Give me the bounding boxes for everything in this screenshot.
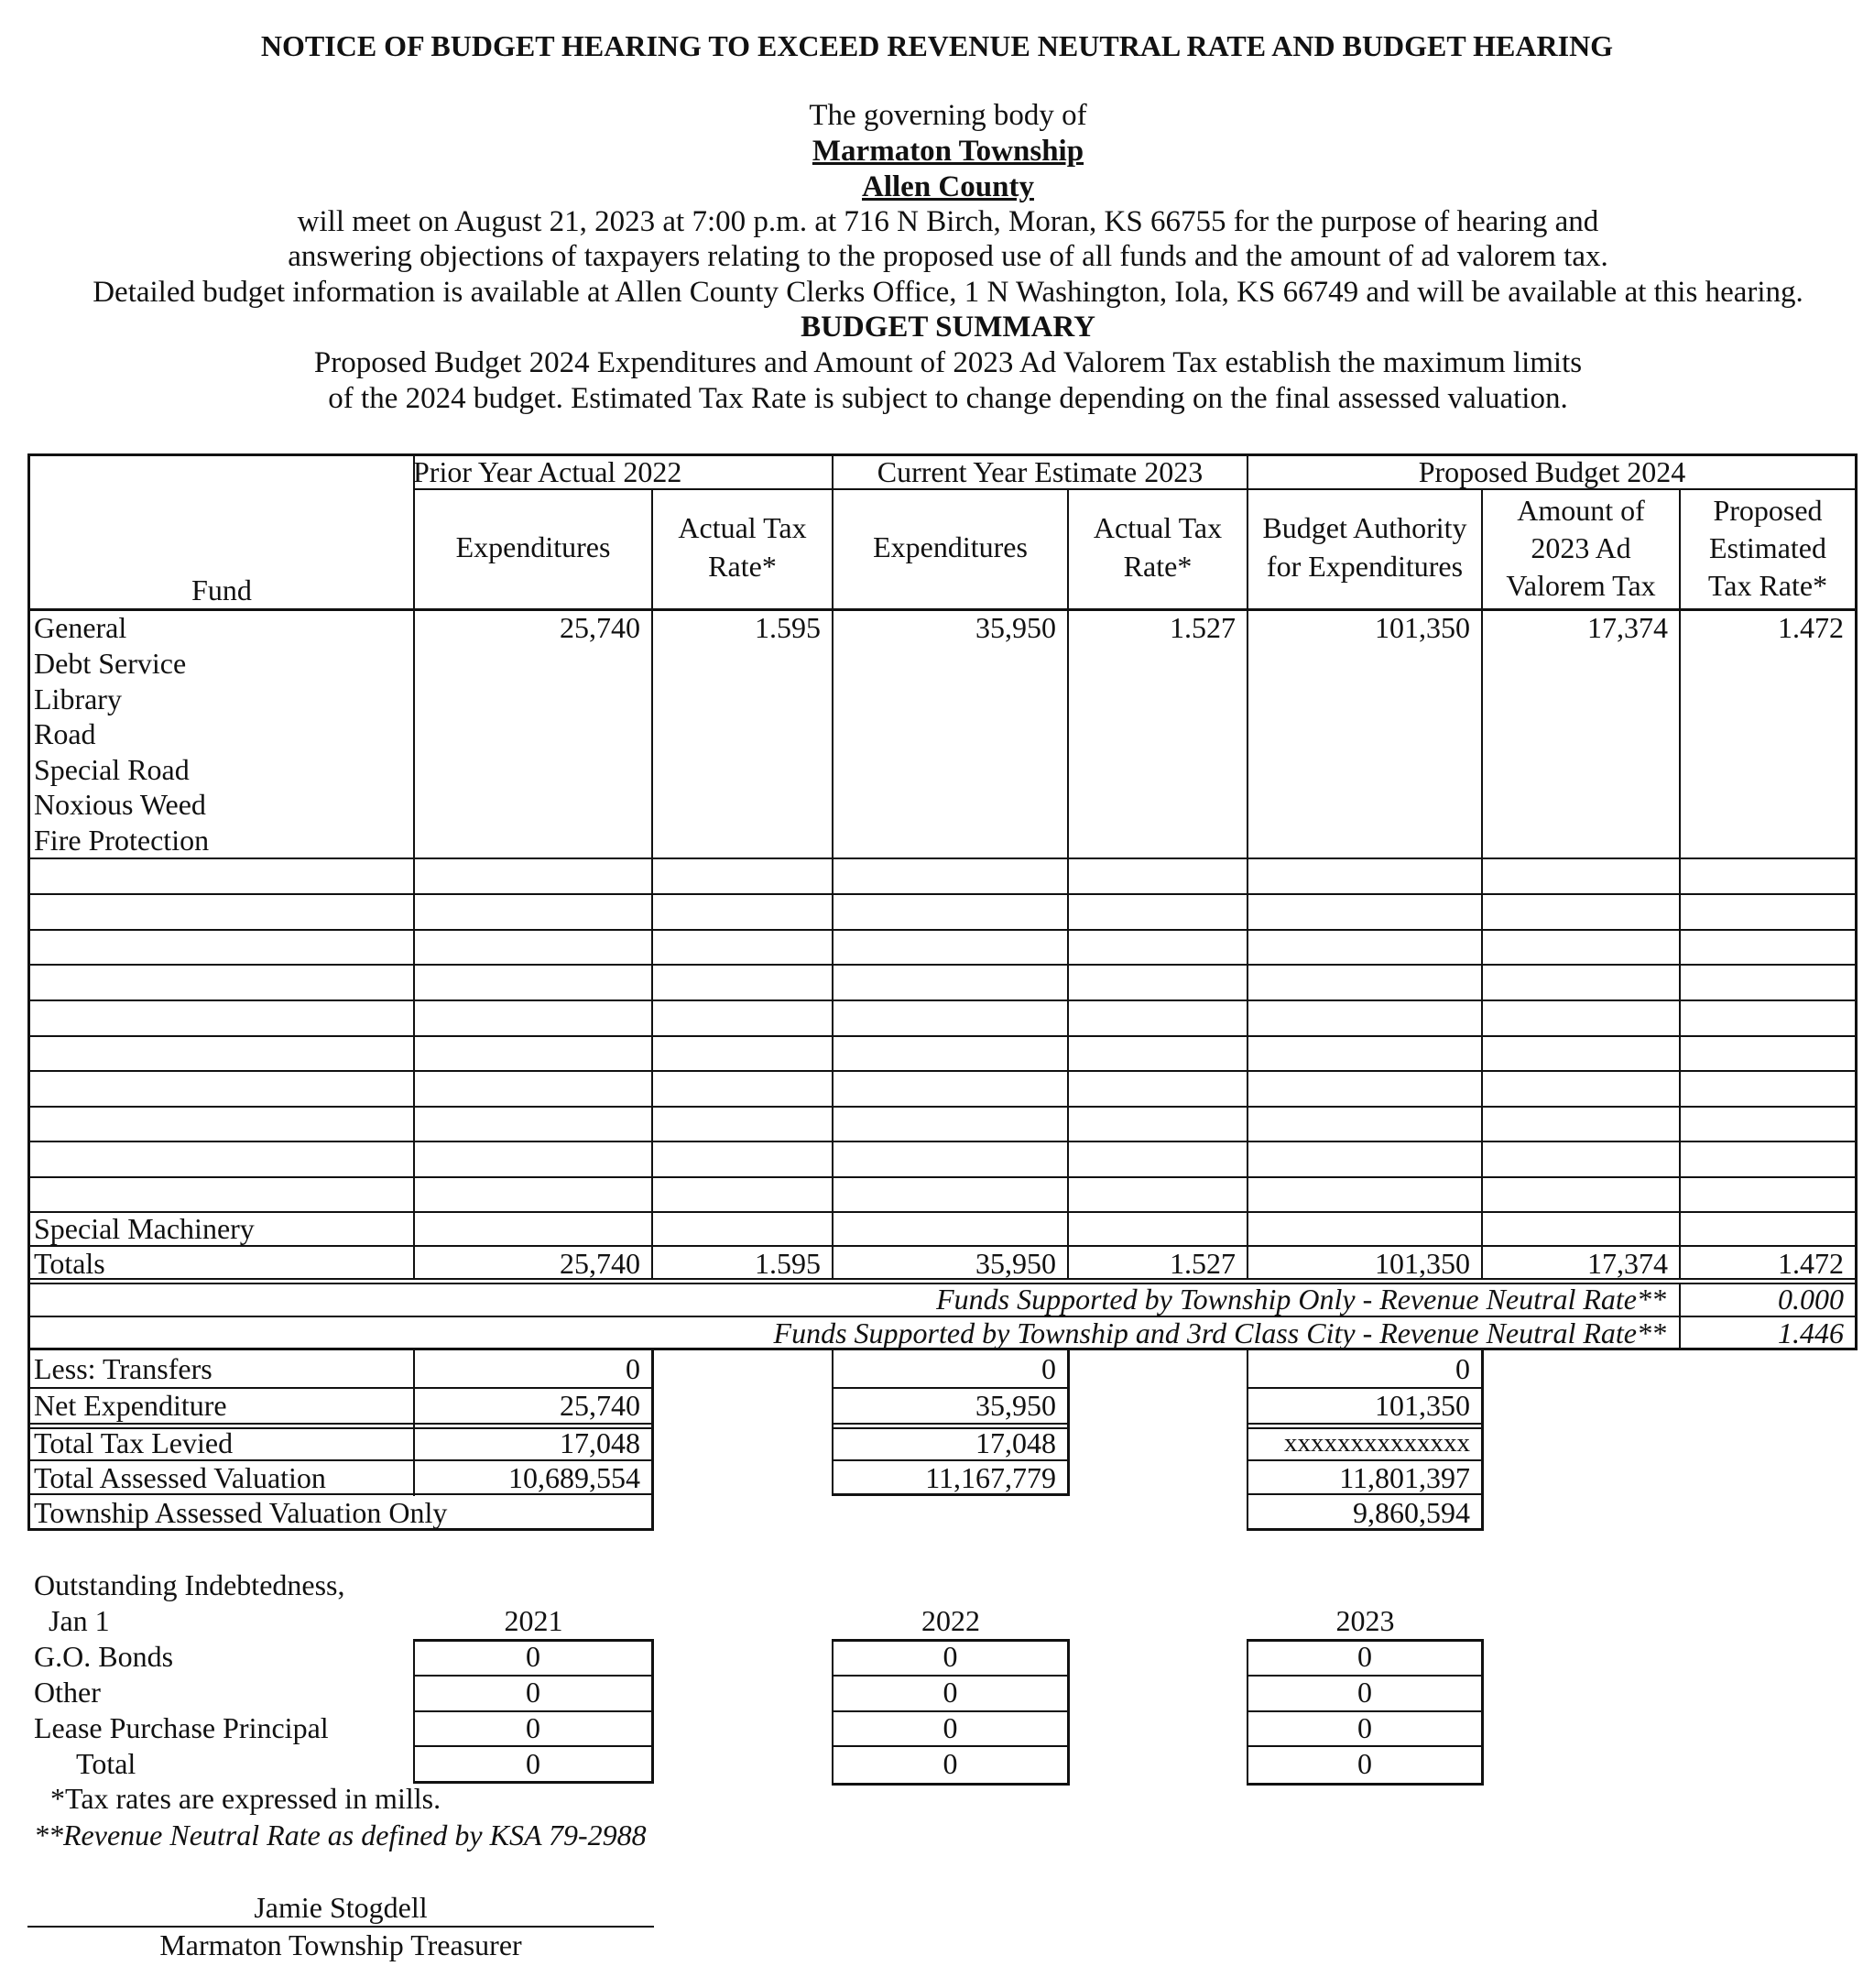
fund-label: General [34,611,127,644]
levied-2024: xxxxxxxxxxxxxx [1284,1428,1470,1458]
value-2021: 0 [526,1747,540,1780]
totals-exp-2023: 35,950 [975,1247,1056,1280]
governing-body-line: The governing body of [809,99,1087,132]
assessed-2023: 11,167,779 [925,1461,1056,1494]
value-2021: 0 [526,1676,540,1709]
fund-row-library: Library [34,683,122,715]
rnr-township-only-label: Funds Supported by Township Only - Revenue Neutral Rate** [936,1283,1666,1316]
value-2022: 0 [942,1711,958,1744]
col-rate-2022: Actual Tax Rate* [678,511,807,583]
value-2022: 0 [942,1747,958,1780]
value-2021: 0 [526,1640,540,1673]
col-exp-2022: Expenditures [455,530,611,563]
signer-title: Marmaton Township Treasurer [159,1928,522,1961]
indebtedness-year-2022: 2022 [921,1604,980,1637]
rnr-township-city-label: Funds Supported by Township and 3rd Class City - Revenue Neutral Rate** [773,1316,1666,1349]
detailed-info-line: Detailed budget information is available at Allen County Clerks Office, 1 N Washington, Iola, KS 66749 and will be available at this hearing. [93,276,1803,309]
footnote-mills: *Tax rates are expressed in mills. [50,1782,441,1815]
exp-2023-value: 35,950 [975,611,1056,644]
limits-line: Proposed Budget 2024 Expenditures and Amount of 2023 Ad Valorem Tax establish the maximum limits [313,346,1583,379]
row-label: G.O. Bonds [34,1640,174,1673]
col-exp-2023: Expenditures [873,530,1028,563]
transfers-2023: 0 [1041,1352,1056,1385]
transfers-label: Less: Transfers [34,1352,212,1385]
township-valuation-2024: 9,860,594 [1353,1496,1470,1529]
levied-label: Total Tax Levied [34,1426,234,1459]
transfers-2024: 0 [1455,1352,1470,1385]
levied-2022: 17,048 [560,1426,640,1459]
levied-2023: 17,048 [975,1426,1056,1459]
value-2023: 0 [1357,1747,1372,1780]
exp-2022-value: 25,740 [560,611,640,644]
est-rate-value: 1.472 [1778,611,1844,644]
col-est-rate: Proposed Estimated Tax Rate* [1707,494,1828,602]
col-budget-authority: Budget Authority for Expenditures [1262,511,1467,583]
group-proposed-budget: Proposed Budget 2024 [1418,455,1686,488]
fund-row-noxious-weed: Noxious Weed [34,788,206,821]
row-label: Lease Purchase Principal [34,1711,329,1744]
indebtedness-year-2021: 2021 [504,1604,563,1637]
footnote-rnr: **Revenue Neutral Rate as defined by KSA 79-2988 [34,1819,647,1851]
signer-name: Jamie Stogdell [254,1891,428,1924]
rnr-township-only-value: 0.000 [1778,1283,1844,1316]
value-2022: 0 [942,1676,958,1709]
ad-valorem-value: 17,374 [1587,611,1668,644]
net-2022: 25,740 [560,1389,640,1422]
rate-2022-value: 1.595 [755,611,821,644]
indebtedness-year-2023: 2023 [1335,1604,1395,1637]
row-label: Other [34,1676,101,1709]
objections-line: answering objections of taxpayers relating to the proposed use of all funds and the amount of ad valorem tax. [288,240,1608,273]
value-2021: 0 [526,1711,540,1744]
estimate-line: of the 2024 budget. Estimated Tax Rate is subject to change depending on the final assessed valuation. [328,382,1568,415]
net-label: Net Expenditure [34,1389,227,1422]
fund-row-road: Road [34,717,96,750]
indebtedness-label: Outstanding Indebtedness, [34,1568,345,1601]
fund-row-debt-service: Debt Service [34,647,187,680]
net-2023: 35,950 [975,1389,1056,1422]
indebtedness-jan1: Jan 1 [49,1604,110,1637]
notice-title: NOTICE OF BUDGET HEARING TO EXCEED REVENUE NEUTRAL RATE AND BUDGET HEARING [260,29,1614,62]
net-2024: 101,350 [1375,1389,1470,1422]
rate-2023-value: 1.527 [1170,611,1236,644]
col-rate-2023: Actual Tax Rate* [1093,511,1223,583]
value-2022: 0 [942,1640,958,1673]
fund-row-special-road: Special Road [34,753,190,786]
assessed-2024: 11,801,397 [1339,1461,1470,1494]
township-valuation-label: Township Assessed Valuation Only [34,1496,448,1529]
township-name: Marmaton Township [812,135,1084,168]
value-2023: 0 [1357,1711,1372,1744]
rnr-township-city-value: 1.446 [1778,1316,1844,1349]
totals-est-rate: 1.472 [1778,1247,1844,1280]
transfers-2022: 0 [626,1352,640,1385]
value-2023: 0 [1357,1676,1372,1709]
fund-header: Fund [191,573,252,606]
col-ad-valorem: Amount of 2023 Ad Valorem Tax [1506,494,1656,602]
assessed-label: Total Assessed Valuation [34,1461,326,1494]
group-prior-year: Prior Year Actual 2022 [413,455,682,488]
totals-exp-2022: 25,740 [560,1247,640,1280]
group-current-year: Current Year Estimate 2023 [877,455,1204,488]
meeting-line: will meet on August 21, 2023 at 7:00 p.m. at 716 N Birch, Moran, KS 66755 for the purpose of hearing and [297,205,1599,238]
assessed-2022: 10,689,554 [508,1461,640,1494]
totals-rate-2023: 1.527 [1170,1247,1236,1280]
totals-ad-valorem: 17,374 [1587,1247,1668,1280]
row-label: Total [76,1747,136,1780]
totals-rate-2022: 1.595 [755,1247,821,1280]
county-name: Allen County [862,170,1034,203]
budget-value: 101,350 [1375,611,1470,644]
value-2023: 0 [1357,1640,1372,1673]
totals-label: Totals [34,1247,105,1280]
fund-row-special-machinery: Special Machinery [34,1212,255,1245]
fund-row-fire-protection: Fire Protection [34,824,210,857]
totals-budget: 101,350 [1375,1247,1470,1280]
budget-summary-heading: BUDGET SUMMARY [801,311,1095,344]
